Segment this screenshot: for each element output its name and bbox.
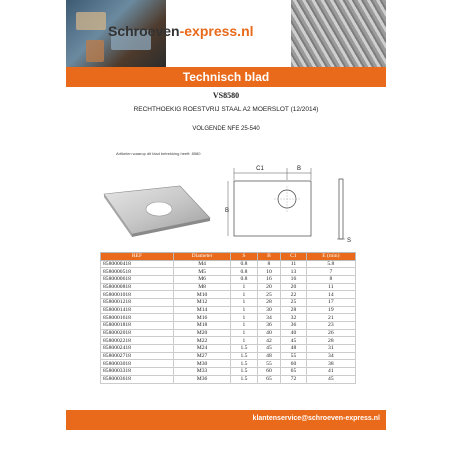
table-cell: M27 bbox=[174, 352, 231, 360]
product-description: RECHTHOEKIG ROESTVRIJ STAAL A2 MOERSLOT (12/2014) bbox=[133, 106, 319, 113]
table-cell: 55 bbox=[257, 360, 280, 368]
table-cell: M14 bbox=[174, 306, 231, 314]
spec-table bbox=[100, 252, 356, 384]
table-row bbox=[101, 314, 356, 322]
table-cell: 1 bbox=[231, 329, 258, 337]
table-row bbox=[101, 360, 356, 368]
table-cell: 45 bbox=[281, 337, 307, 345]
table-cell: 8580001618 bbox=[101, 314, 174, 322]
table-cell: 1.5 bbox=[231, 375, 258, 383]
table-cell: 34 bbox=[257, 314, 280, 322]
table-header-row bbox=[101, 253, 356, 261]
table-cell: 8580001018 bbox=[101, 291, 174, 299]
table-cell: 25 bbox=[257, 291, 280, 299]
table-row bbox=[101, 283, 356, 291]
table-cell: 22 bbox=[281, 291, 307, 299]
table-cell: M12 bbox=[174, 298, 231, 306]
table-cell: M33 bbox=[174, 368, 231, 376]
table-cell: 8580000618 bbox=[101, 275, 174, 283]
table-cell: 65 bbox=[281, 368, 307, 376]
table-cell: 14 bbox=[306, 291, 355, 299]
product-code: VS8580 bbox=[212, 91, 240, 100]
table-cell: 1.5 bbox=[231, 368, 258, 376]
table-row bbox=[101, 260, 356, 268]
table-cell: 30 bbox=[257, 306, 280, 314]
table-cell: 8580002718 bbox=[101, 352, 174, 360]
table-cell: 8580003618 bbox=[101, 375, 174, 383]
table-row bbox=[101, 291, 356, 299]
table-cell: 41 bbox=[306, 368, 355, 376]
table-cell: 0.8 bbox=[231, 260, 258, 268]
table-row bbox=[101, 345, 356, 353]
table-cell: 5.8 bbox=[306, 260, 355, 268]
page-title: Technisch blad bbox=[66, 67, 386, 87]
table-cell: 42 bbox=[257, 337, 280, 345]
col-diameter: Diameter bbox=[174, 253, 231, 261]
col-ref: REF bbox=[101, 253, 174, 261]
table-cell: 36 bbox=[257, 322, 280, 330]
table-cell: 17 bbox=[306, 298, 355, 306]
c1-label: C1 bbox=[256, 166, 264, 172]
table-cell: 72 bbox=[281, 375, 307, 383]
table-cell: 16 bbox=[257, 275, 280, 283]
contact-email[interactable]: klantenservice@schroeven-express.nl bbox=[252, 415, 380, 422]
table-cell: M20 bbox=[174, 329, 231, 337]
table-cell: 8580001218 bbox=[101, 298, 174, 306]
brand-logo[interactable] bbox=[108, 23, 254, 39]
table-cell: 1 bbox=[231, 322, 258, 330]
table-cell: 0.8 bbox=[231, 268, 258, 276]
table-cell: 8580002018 bbox=[101, 329, 174, 337]
table-cell: 32 bbox=[281, 314, 307, 322]
table-cell: 11 bbox=[281, 260, 307, 268]
table-row bbox=[101, 337, 356, 345]
brand-name: Schroeven bbox=[108, 23, 180, 39]
table-cell: 40 bbox=[281, 329, 307, 337]
table-cell: M6 bbox=[174, 275, 231, 283]
table-row bbox=[101, 298, 356, 306]
table-cell: 60 bbox=[281, 360, 307, 368]
col-e-min: E (min) bbox=[306, 253, 355, 261]
table-cell: 0.8 bbox=[231, 275, 258, 283]
footer-bar bbox=[66, 410, 386, 430]
table-cell: 45 bbox=[257, 345, 280, 353]
table-cell: M18 bbox=[174, 322, 231, 330]
table-cell: 40 bbox=[257, 329, 280, 337]
table-cell: 8580002418 bbox=[101, 345, 174, 353]
table-cell: 55 bbox=[281, 352, 307, 360]
col-b: B bbox=[257, 253, 280, 261]
table-cell: 8580001818 bbox=[101, 322, 174, 330]
table-cell: 25 bbox=[281, 298, 307, 306]
table-row bbox=[101, 329, 356, 337]
table-cell: 21 bbox=[306, 314, 355, 322]
table-cell: 19 bbox=[306, 306, 355, 314]
col-c1: C1 bbox=[281, 253, 307, 261]
b-left-label: B bbox=[225, 208, 230, 214]
table-cell: 1 bbox=[231, 337, 258, 345]
table-cell: M16 bbox=[174, 314, 231, 322]
table-cell: M22 bbox=[174, 337, 231, 345]
table-cell: 28 bbox=[281, 306, 307, 314]
table-cell: 8580001418 bbox=[101, 306, 174, 314]
table-cell: 8580003018 bbox=[101, 360, 174, 368]
table-cell: M10 bbox=[174, 291, 231, 299]
table-cell: M4 bbox=[174, 260, 231, 268]
table-cell: 60 bbox=[257, 368, 280, 376]
table-cell: M8 bbox=[174, 283, 231, 291]
table-cell: 65 bbox=[257, 375, 280, 383]
technical-drawing bbox=[224, 160, 359, 250]
product-standard: VOLGENDE NFE 25-540 bbox=[192, 126, 260, 132]
brand-domain: -express.nl bbox=[179, 23, 254, 39]
article-note: Artikelen waarop dit blad betrekking heeft: 8580 bbox=[116, 151, 201, 156]
table-cell: 8580000818 bbox=[101, 283, 174, 291]
table-cell: 8580000418 bbox=[101, 260, 174, 268]
table-cell: 8 bbox=[306, 275, 355, 283]
b-top-label: B bbox=[296, 166, 302, 172]
table-cell: 1.5 bbox=[231, 352, 258, 360]
table-cell: 34 bbox=[306, 352, 355, 360]
table-cell: 48 bbox=[281, 345, 307, 353]
table-cell: 13 bbox=[281, 268, 307, 276]
table-cell: 31 bbox=[306, 345, 355, 353]
col-s: S bbox=[231, 253, 258, 261]
table-row bbox=[101, 352, 356, 360]
table-cell: 7 bbox=[306, 268, 355, 276]
table-cell: 26 bbox=[306, 329, 355, 337]
table-cell: M24 bbox=[174, 345, 231, 353]
table-cell: 48 bbox=[257, 352, 280, 360]
table-cell: M36 bbox=[174, 375, 231, 383]
table-cell: 23 bbox=[306, 322, 355, 330]
table-cell: 1 bbox=[231, 298, 258, 306]
table-row bbox=[101, 268, 356, 276]
table-cell: 20 bbox=[281, 283, 307, 291]
table-cell: 1 bbox=[231, 306, 258, 314]
table-cell: 28 bbox=[306, 337, 355, 345]
table-row bbox=[101, 306, 356, 314]
table-row bbox=[101, 322, 356, 330]
table-cell: 38 bbox=[306, 360, 355, 368]
table-cell: 1 bbox=[231, 283, 258, 291]
table-cell: 8580003318 bbox=[101, 368, 174, 376]
table-cell: 11 bbox=[306, 283, 355, 291]
table-cell: 28 bbox=[257, 298, 280, 306]
table-row bbox=[101, 375, 356, 383]
table-cell: 1 bbox=[231, 291, 258, 299]
table-cell: 1.5 bbox=[231, 345, 258, 353]
plate-photo bbox=[102, 166, 212, 246]
table-cell: 36 bbox=[281, 322, 307, 330]
table-cell: 1 bbox=[231, 314, 258, 322]
table-row bbox=[101, 275, 356, 283]
table-cell: M30 bbox=[174, 360, 231, 368]
table-cell: 20 bbox=[257, 283, 280, 291]
table-row bbox=[101, 368, 356, 376]
table-cell: 8580002218 bbox=[101, 337, 174, 345]
table-cell: 8 bbox=[257, 260, 280, 268]
s-label: S bbox=[347, 238, 352, 244]
table-cell: 10 bbox=[257, 268, 280, 276]
screws-photo bbox=[291, 0, 386, 67]
table-cell: 1.5 bbox=[231, 360, 258, 368]
table-cell: 45 bbox=[306, 375, 355, 383]
table-cell: 16 bbox=[281, 275, 307, 283]
table-cell: M5 bbox=[174, 268, 231, 276]
table-cell: 8580000518 bbox=[101, 268, 174, 276]
